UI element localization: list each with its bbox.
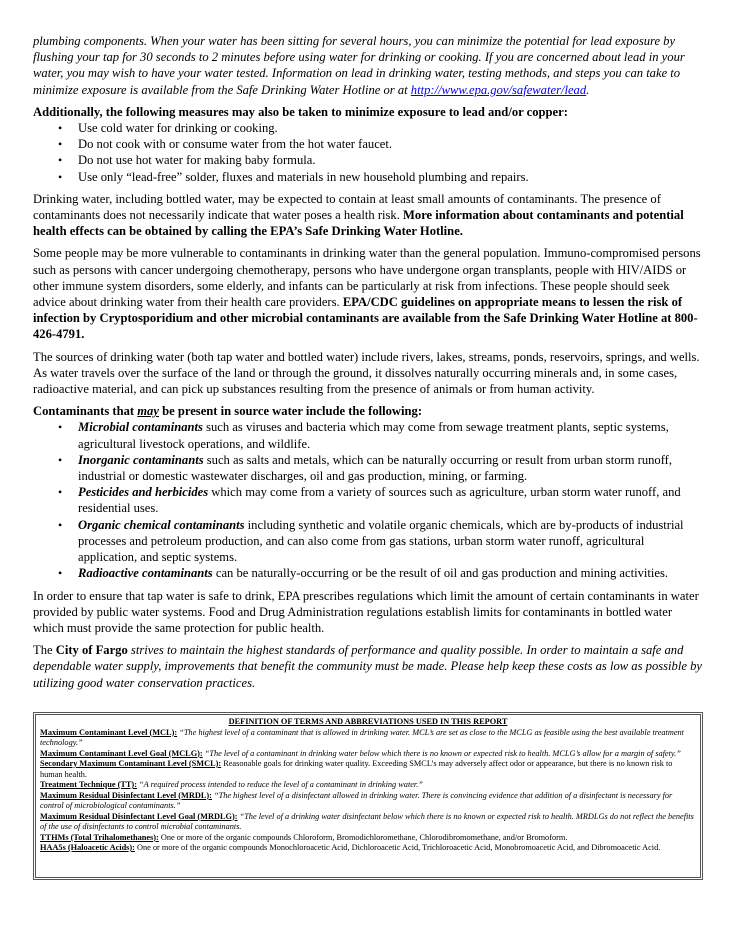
definition-mcl: Maximum Contaminant Level (MCL): “The highest level of a contaminant that is allowed in drinking water. MCL’s are set as close to the MCLG as feasible using the best available treatment technology.” bbox=[40, 727, 684, 747]
contaminants-paragraph bbox=[33, 191, 703, 240]
sources-paragraph: The sources of drinking water (both tap water and bottled water) include rivers, lakes, streams, ponds, reservoirs, springs, and wells. As water travels over the surface of the land or through the ground, it dissolves naturally occurring minerals and, in some cases, radioactive material, and can pick up substances resulting from the presence of animals or from human activity. bbox=[33, 349, 700, 397]
source-item-inorganic: • Inorganic contaminants such as salts and metals, which can be naturally occurring or result from urban storm runoff, industrial or domestic wastewater discharges, oil and gas production, mining, or farming. bbox=[33, 452, 703, 484]
definition-haa5s: HAA5s (Haloacetic Acids): One or more of the organic compounds Monochloroacetic Acid, Dichloroacetic Acid, Trichloroacetic Acid, Monobromoacetic Acid, and Dibromoacetic Acid. bbox=[40, 843, 661, 852]
vulnerable-paragraph bbox=[33, 245, 703, 342]
source-item-microbial: • Microbial contaminants such as viruses and bacteria which may come from sewage treatment plants, septic systems, agricultural livestock operations, and wildlife. bbox=[33, 419, 703, 451]
lead-flush-paragraph bbox=[33, 33, 703, 98]
vulnerable-text: Some people may be more vulnerable to contaminants in drinking water than the general population. Immuno-compromised persons such as persons with cancer undergoing chemotherapy, persons who have undergone organ transplants, people with HIV/AIDS or other immune system disorders, some elderly, and infants can be particularly at risk from infections. These people should seek advice about drinking water from their health care providers. bbox=[33, 246, 701, 310]
city-name: City of Fargo bbox=[55, 643, 128, 658]
regulations-paragraph: In order to ensure that tap water is safe to drink, EPA prescribes regulations which limit the amount of certain contaminants in water provided by public water systems. Food and Drug Administration regulations establish limits for contaminants in bottled water which must provide the same protection for public health. bbox=[33, 588, 699, 635]
measure-item: • Use cold water for drinking or cooking. bbox=[33, 120, 703, 136]
definition-tt: Treatment Technique (TT): “A required process intended to reduce the level of a contaminant in drinking water.” bbox=[40, 780, 423, 789]
measure-item: • Do not cook with or consume water from the hot water faucet. bbox=[33, 136, 703, 152]
source-item-organic: • Organic chemical contaminants including synthetic and volatile organic chemicals, which are by-products of industrial processes and petroleum production, and can also come from gas stations, urban storm water runoff, agricultural application, and septic systems. bbox=[33, 517, 703, 566]
contaminants-text: Drinking water, including bottled water, may be expected to contain at least small amounts of contaminants. The presence of contaminants does not necessarily indicate that water poses a health risk. bbox=[33, 191, 661, 223]
definition-mclg: Maximum Contaminant Level Goal (MCLG): “The level of a contaminant in drinking water below which there is no known or expected risk to health. MCLG’s allow for a margin of safety.” bbox=[40, 748, 681, 758]
measure-item: • Use only “lead-free” solder, fluxes and materials in new household plumbing and repairs. bbox=[33, 169, 703, 185]
vulnerable-bold: EPA/CDC guidelines on appropriate means to lessen the risk of infection by Cryptosporidium and other microbial contaminants are available from the Safe Drinking Water Hotline at 800-426-4791. bbox=[33, 295, 698, 342]
source-list-heading: Contaminants that may be present in source water include the following: bbox=[33, 404, 423, 419]
definition-tthms: TTHMs (Total Trihalomethanes): One or more of the organic compounds Chloroform, Bromodichloromethane, Chlorodibromomethane, and/or Bromoform. bbox=[40, 832, 568, 842]
lead-flush-text: plumbing components. When your water has been sitting for several hours, you can minimize the potential for lead exposure by flushing your tap for 30 seconds to 2 minutes before using water for drinking or cooking. If you are concerned about lead in your water, you may wish to have your water tested. Information on lead in drinking water, testing methods, and steps you can take to minimize exposure is available from the Safe Drinking Water Hotline or at bbox=[33, 34, 685, 97]
definition-mrdlg: Maximum Residual Disinfectant Level Goal (MRDLG): “The level of a drinking water disinfectant below which there is no known or expected risk to health. MRDLGs do not reflect the benefits of the use of disinfectants to control microbial contaminants. bbox=[40, 811, 694, 831]
report-body bbox=[33, 33, 703, 691]
fargo-paragraph: The City of Fargo strives to maintain the highest standards of performance and quality possible. In order to maintain a safe and dependable water supply, improvements that benefit the community must be made. Please help keep these costs as low as possible by utilizing good water conservation practices. bbox=[33, 643, 702, 690]
definitions-box bbox=[33, 712, 703, 880]
source-item-pesticides: • Pesticides and herbicides which may come from a variety of sources such as agriculture, urban storm water runoff, and residential uses. bbox=[33, 484, 703, 516]
lead-flush-end: . bbox=[586, 82, 590, 97]
definition-mrdl: Maximum Residual Disinfectant Level (MRDL): “The highest level of a disinfectant allowed in drinking water. There is convincing evidence that addition of a disinfectant is necessary for control of microbiological contaminants.” bbox=[40, 790, 673, 810]
source-item-radioactive: • Radioactive contaminants can be naturally-occurring or be the result of oil and gas production and mining activities. bbox=[33, 565, 703, 581]
source-contaminants-list bbox=[33, 419, 703, 581]
measures-list bbox=[33, 120, 703, 185]
definition-smcl: Secondary Maximum Contaminant Level (SMCL): Reasonable goals for drinking water quality. Exceeding SMCL’s may adversely affect odor or appearance, but there is no known risk to human health. bbox=[40, 759, 673, 779]
definitions-title: DEFINITION OF TERMS AND ABBREVIATIONS USED IN THIS REPORT bbox=[228, 717, 508, 726]
epa-lead-link[interactable]: http://www.epa.gov/safewater/lead bbox=[410, 82, 587, 97]
measure-item: • Do not use hot water for making baby formula. bbox=[33, 152, 703, 168]
measures-heading: Additionally, the following measures may also be taken to minimize exposure to lead and/or copper: bbox=[33, 104, 568, 119]
contaminants-bold: More information about contaminants and potential health effects can be obtained by calling the EPA’s Safe Drinking Water Hotline. bbox=[33, 208, 684, 239]
